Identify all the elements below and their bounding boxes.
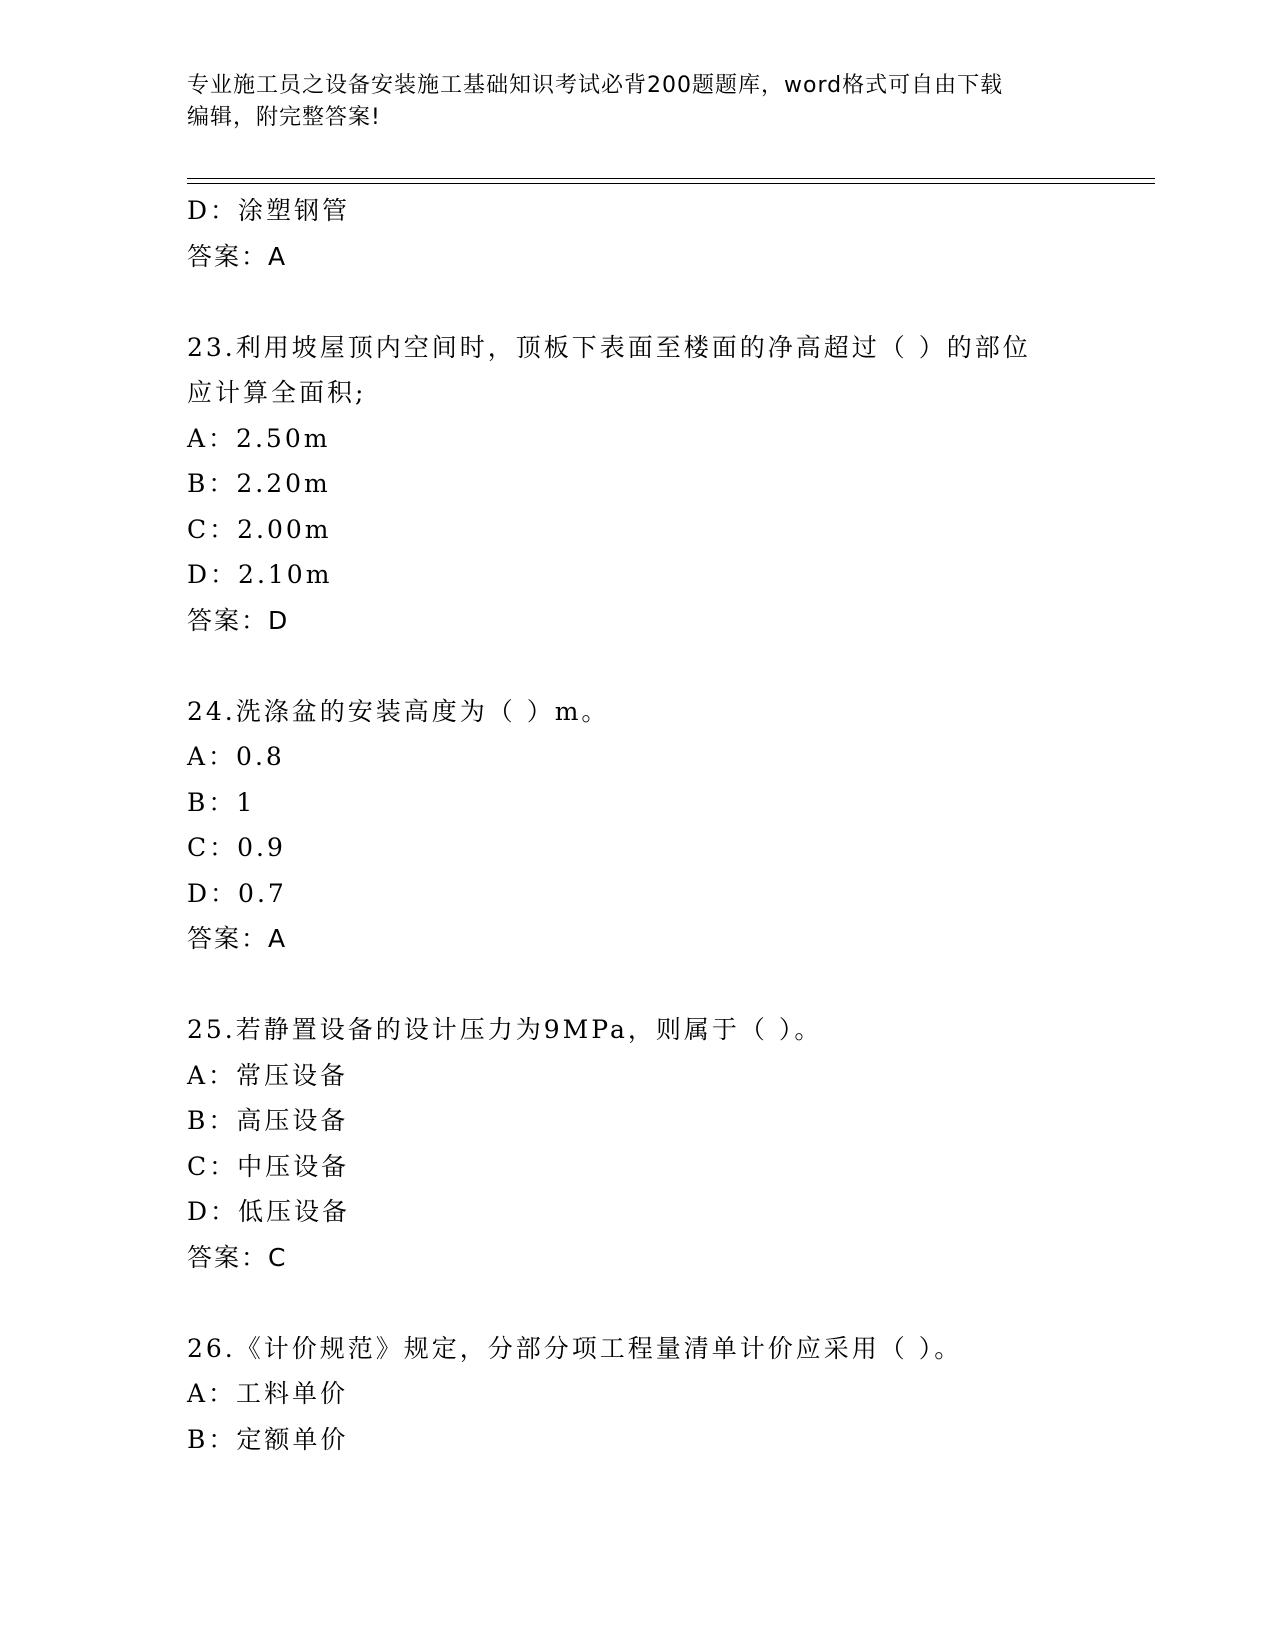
option-d: D：2.10m — [187, 560, 333, 589]
header-line-1: 专业施工员之设备安装施工基础知识考试必背200题题库，word格式可自由下载 — [187, 73, 1004, 98]
spacer — [187, 1280, 1127, 1326]
question-24 — [187, 689, 1127, 962]
option-b: B：2.20m — [187, 469, 331, 498]
option-c: C：中压设备 — [187, 1151, 350, 1181]
question-23 — [187, 325, 1127, 644]
prev-option-d: D：涂塑钢管 — [187, 196, 351, 225]
option-c: C：2.00m — [187, 514, 332, 544]
question-25 — [187, 1007, 1127, 1280]
header-divider-bottom — [187, 183, 1155, 184]
answer: 答案：D — [187, 605, 290, 635]
option-a: A：工料单价 — [187, 1379, 349, 1408]
option-b: B：高压设备 — [187, 1106, 349, 1135]
answer: 答案：C — [187, 1242, 288, 1272]
answer: 答案：A — [187, 924, 288, 953]
spacer — [187, 962, 1127, 1008]
option-d: D：0.7 — [187, 878, 287, 908]
question-text-line: 24.洗涤盆的安装高度为（ ）m。 — [187, 696, 610, 726]
header-line-2: 编辑，附完整答案! — [187, 105, 381, 130]
question-26 — [187, 1326, 1127, 1463]
option-c: C：0.9 — [187, 833, 286, 862]
spacer — [187, 279, 1127, 325]
spacer — [187, 643, 1127, 689]
question-text-line: 25.若静置设备的设计压力为9MPa，则属于（ ）。 — [187, 1015, 823, 1044]
option-b: B：1 — [187, 787, 256, 817]
question-text-line: 23.利用坡屋顶内空间时，顶板下表面至楼面的净高超过（ ）的部位 — [187, 332, 1031, 362]
question-text-line: 26.《计价规范》规定，分部分项工程量清单计价应采用（ ）。 — [187, 1333, 963, 1363]
option-d: D：低压设备 — [187, 1197, 351, 1226]
document-header — [187, 70, 1067, 134]
option-a: A：0.8 — [187, 742, 285, 771]
option-a: A：常压设备 — [187, 1060, 349, 1090]
document-body — [187, 188, 1127, 1462]
question-text-line: 应计算全面积; — [187, 378, 367, 407]
header-divider-top — [187, 178, 1155, 179]
option-b: B：定额单价 — [187, 1424, 349, 1454]
option-a: A：2.50m — [187, 423, 331, 453]
prev-answer: 答案：A — [187, 241, 288, 271]
